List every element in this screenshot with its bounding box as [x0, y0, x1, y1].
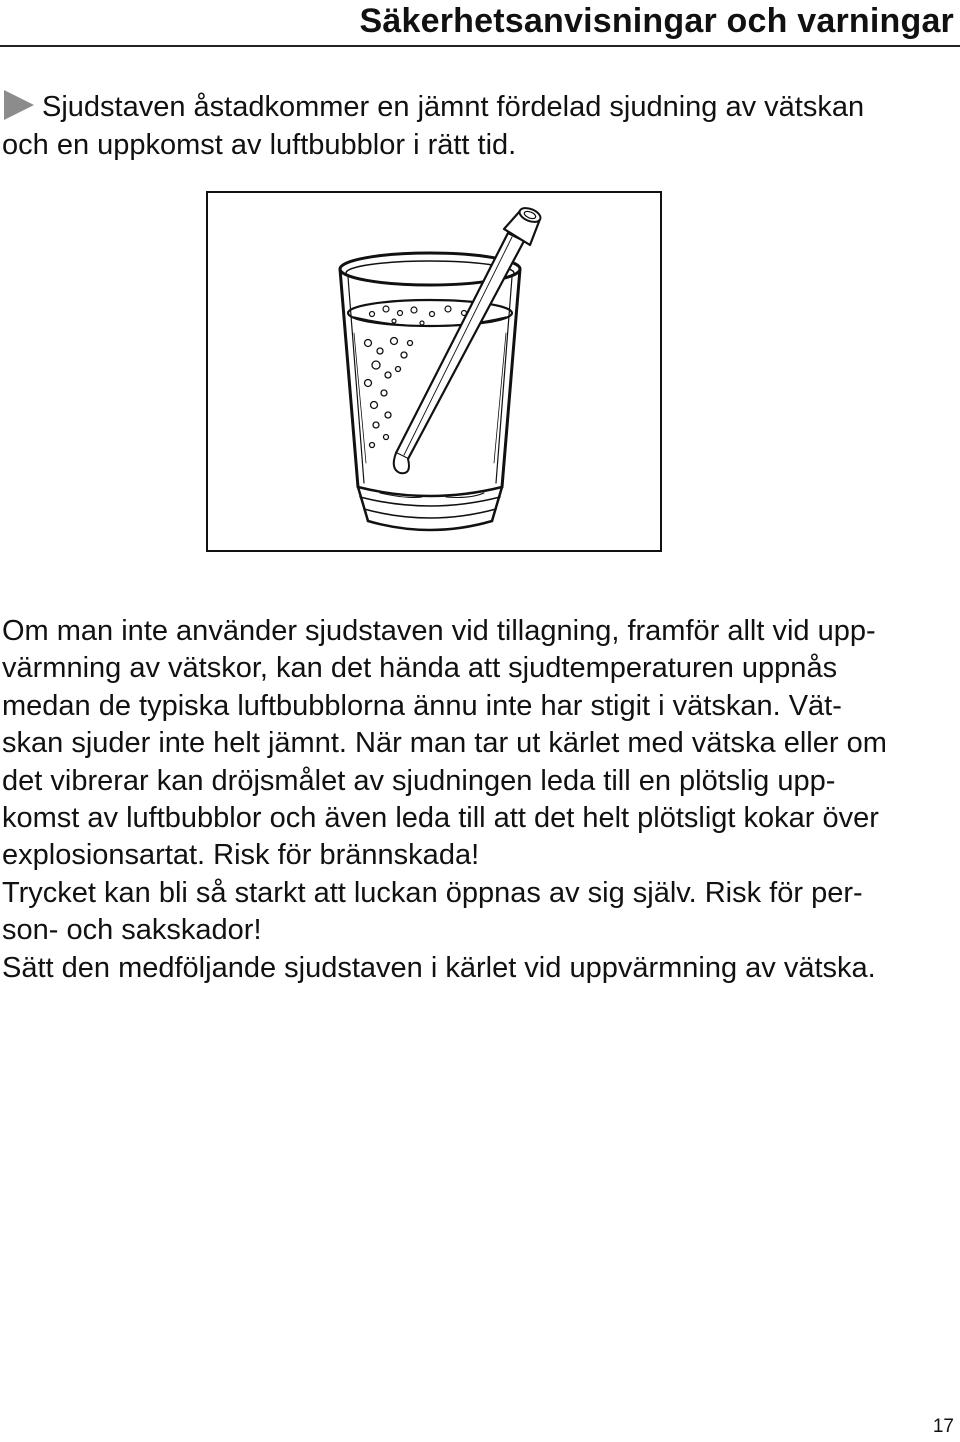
warning-paragraph: [2, 613, 958, 987]
intro-line-2: och en uppkomst av luftbubblor i rätt tid.: [2, 129, 517, 161]
paragraph-line: det vibrerar kan dröjsmålet av sjudningen leda till en plötslig upp-: [2, 764, 836, 797]
page-title: Säkerhetsanvisningar och varningar: [359, 2, 954, 40]
paragraph-line: Om man inte använder sjudstaven vid tillagning, framför allt vid upp-: [2, 615, 876, 647]
intro-paragraph: [2, 88, 952, 164]
header-divider: [0, 45, 960, 47]
glass-with-boiling-rod-icon: [208, 193, 660, 550]
page-number: 17: [932, 1416, 954, 1437]
glass-with-boiling-rod-illustration: [206, 191, 662, 552]
paragraph-line: Trycket kan bli så starkt att luckan öppnas av sig själv. Risk för per-: [2, 876, 863, 909]
intro-line-1: Sjudstaven åstadkommer en jämnt fördelad sjudning av vätskan: [42, 91, 865, 123]
triangle-bullet-icon: [4, 90, 34, 120]
paragraph-line: Sätt den medföljande sjudstaven i kärlet vid uppvärmning av vätska.: [2, 951, 876, 984]
paragraph-line: värmning av vätskor, kan det hända att sjudtemperaturen uppnås: [2, 652, 838, 685]
paragraph-line: skan sjuder inte helt jämnt. När man tar ut kärlet med vätska eller om: [2, 727, 887, 760]
paragraph-line: son- och sakskador!: [2, 914, 262, 947]
paragraph-line: komst av luftbubblor och även leda till att det helt plötsligt kokar över: [2, 802, 879, 835]
paragraph-line: explosionsartat. Risk för brännskada!: [2, 839, 480, 872]
paragraph-line: medan de typiska luftbubblorna ännu inte har stigit i vätskan. Vät-: [2, 689, 842, 722]
